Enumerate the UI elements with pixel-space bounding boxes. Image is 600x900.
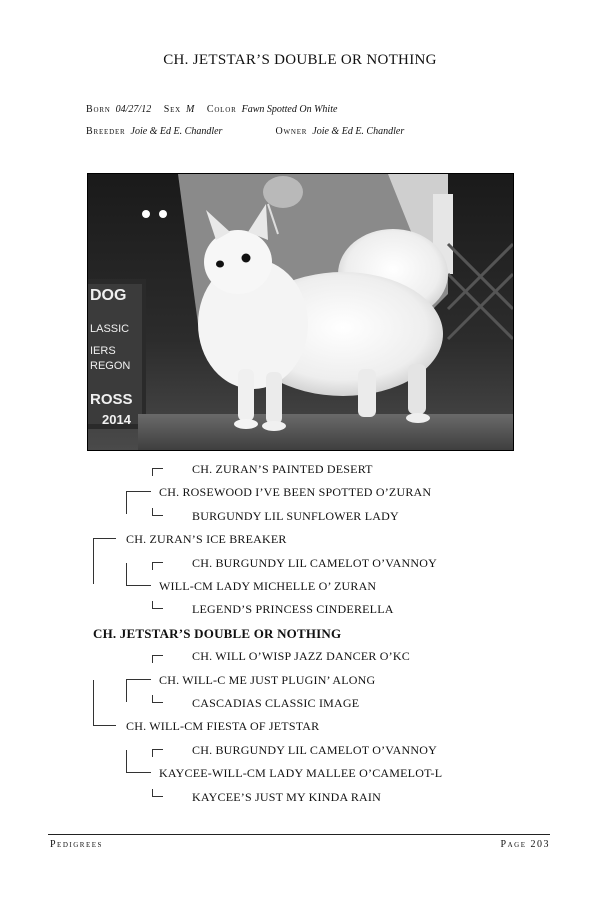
sex-value: M	[186, 104, 195, 115]
ownership-row	[86, 126, 414, 137]
pedigree-bracket	[152, 655, 163, 663]
pedigree-ancestor: CH. ZURAN’S ICE BREAKER	[126, 532, 287, 547]
owner-label: Owner	[275, 126, 308, 137]
color-value: Fawn Spotted On White	[241, 104, 338, 115]
pedigree-bracket	[152, 562, 163, 570]
sign-line-3: IERS	[90, 345, 116, 357]
pedigree-ancestor: CH. WILL-CM FIESTA OF JETSTAR	[126, 719, 320, 734]
pedigree-ancestor: WILL-CM LADY MICHELLE O’ ZURAN	[159, 579, 377, 593]
breeder-value: Joie & Ed E. Chandler	[130, 126, 223, 137]
footer-rule	[48, 834, 550, 835]
pedigree-ancestor: BURGUNDY LIL SUNFLOWER LADY	[192, 508, 399, 523]
pedigree-bracket	[93, 680, 116, 726]
sex-label: Sex	[163, 104, 182, 115]
dog-photo	[87, 173, 514, 451]
pedigree-ancestor: CH. WILL O’WISP JAZZ DANCER O’KC	[192, 649, 410, 664]
pedigree-ancestor: CH. ZURAN’S PAINTED DESERT	[192, 462, 373, 476]
pedigree-ancestor: CH. BURGUNDY LIL CAMELOT O’VANNOY	[192, 742, 437, 757]
page-title: CH. JETSTAR’S DOUBLE OR NOTHING	[163, 52, 437, 68]
born-value: 04/27/12	[115, 104, 152, 115]
pedigree-bracket	[93, 538, 116, 584]
born-label: Born	[86, 104, 111, 115]
pedigree-ancestor: KAYCEE’S JUST MY KINDA RAIN	[192, 789, 381, 804]
color-label: Color	[206, 104, 237, 115]
pedigree-subject: CH. JETSTAR’S DOUBLE OR NOTHING	[93, 625, 342, 641]
show-sign	[88, 279, 146, 429]
breeder-label: Breeder	[86, 126, 126, 137]
dog-details-row	[86, 104, 347, 115]
pedigree-ancestor: CH. ROSEWOOD I’VE BEEN SPOTTED O’ZURAN	[159, 485, 432, 500]
sign-line-6: 2014	[102, 412, 131, 427]
pedigree-ancestor: LEGEND’S PRINCESS CINDERELLA	[192, 602, 394, 617]
pedigree-ancestor: CASCADIAS CLASSIC IMAGE	[192, 696, 360, 710]
pedigree-bracket	[126, 679, 151, 702]
sign-line-5: ROSS	[90, 391, 133, 408]
pedigree-bracket	[126, 750, 151, 773]
pedigree-ancestor: KAYCEE-WILL-CM LADY MALLEE O’CAMELOT-L	[159, 766, 443, 781]
pedigree-bracket	[152, 601, 163, 609]
footer-page-number: Page 203	[500, 839, 550, 850]
pedigree-bracket	[152, 789, 163, 797]
pedigree-bracket	[152, 695, 163, 703]
footer-section-title: Pedigrees	[50, 839, 103, 850]
pedigree-ancestor: CH. BURGUNDY LIL CAMELOT O’VANNOY	[192, 555, 437, 570]
pedigree-bracket	[152, 749, 163, 757]
pedigree-bracket	[152, 508, 163, 516]
pedigree-bracket	[126, 491, 151, 514]
pedigree-ancestor: CH. WILL-C ME JUST PLUGIN’ ALONG	[159, 672, 376, 687]
sign-line-2: LASSIC	[90, 323, 130, 335]
pedigree-bracket	[152, 468, 163, 476]
pedigree-bracket	[126, 563, 151, 586]
owner-value: Joie & Ed E. Chandler	[312, 126, 405, 137]
sign-line-1: DOG	[90, 287, 127, 304]
sign-line-4: REGON	[90, 360, 131, 372]
